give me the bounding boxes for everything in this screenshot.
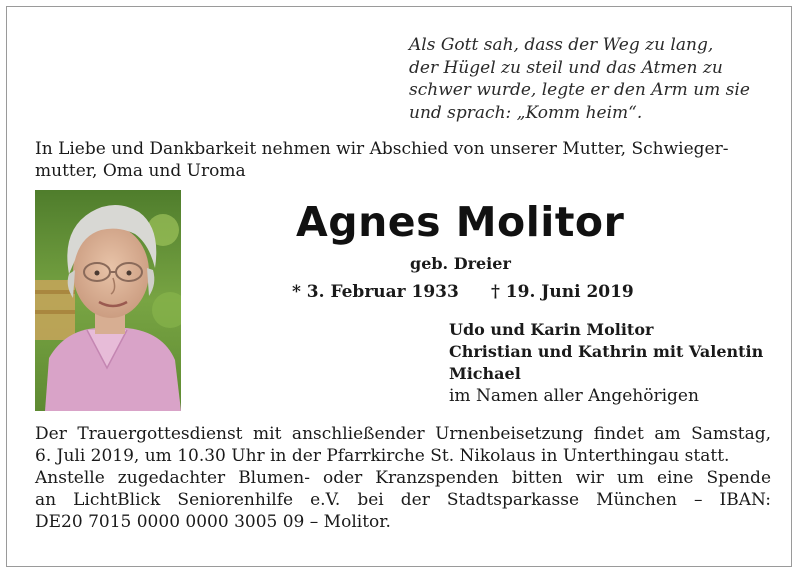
funeral-notice (35, 423, 771, 467)
intro-line: In Liebe und Dankbarkeit nehmen wir Abschied von unserer Mutter, Schwieger- (35, 139, 729, 159)
mourners-list (449, 319, 763, 407)
mourner-name: Christian und Kathrin mit Valentin (449, 342, 764, 361)
poem-line: der Hügel zu steil und das Atmen zu (409, 57, 723, 78)
donation-line: an LichtBlick Seniorenhilfe e.V. bei der Stadtsparkasse München – IBAN: (35, 490, 771, 510)
birth-date: * 3. Februar 1933 (292, 282, 459, 302)
deceased-name: Agnes Molitor (296, 198, 625, 246)
poem-line: Als Gott sah, dass der Weg zu lang, (409, 35, 714, 55)
donation-line: DE20 7015 0000 0000 3005 09 – Molitor. (35, 512, 391, 532)
mourners-closing: im Namen aller Angehörigen (449, 386, 699, 406)
death-date: † 19. Juni 2019 (491, 282, 634, 302)
maiden-name: geb. Dreier (410, 254, 511, 273)
intro-text (35, 138, 770, 182)
funeral-line: Der Trauergottesdienst mit anschließender Urnenbeisetzung findet am Samstag, (35, 424, 771, 444)
mourner-name: Michael (449, 364, 521, 383)
poem-quote (409, 34, 789, 124)
donation-line: Anstelle zugedachter Blumen- oder Kranzspenden bitten wir um eine Spende (35, 468, 771, 488)
intro-line: mutter, Oma und Uroma (35, 161, 246, 181)
poem-line: und sprach: „Komm heim“. (409, 102, 643, 123)
portrait-photo (35, 190, 181, 411)
portrait-illustration (35, 190, 181, 411)
poem-line: schwer wurde, legte er den Arm um sie (409, 80, 750, 100)
mourner-name: Udo und Karin Molitor (449, 320, 654, 339)
funeral-line: 6. Juli 2019, um 10.30 Uhr in der Pfarrkirche St. Nikolaus in Unterthingau statt. (35, 446, 730, 466)
donation-request (35, 467, 771, 533)
